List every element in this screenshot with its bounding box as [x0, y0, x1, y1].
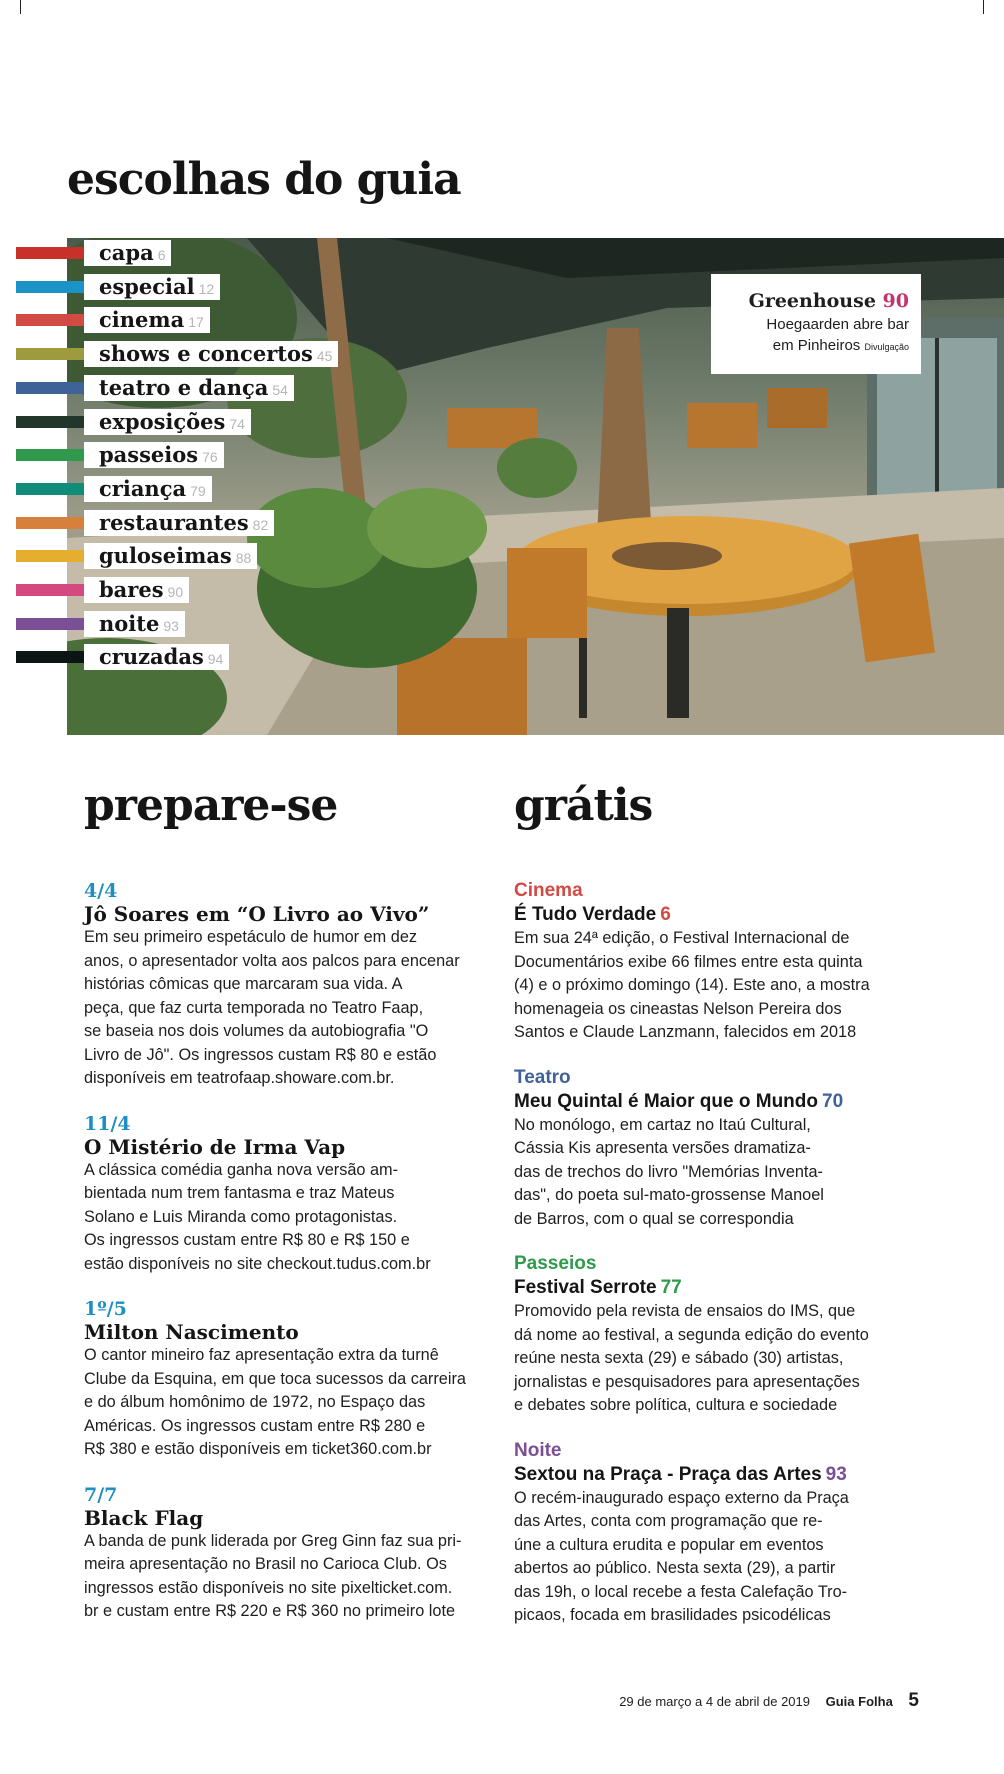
index-item-restaurantes[interactable]	[0, 508, 320, 538]
index-label-box	[84, 510, 274, 536]
index-label-box	[84, 375, 294, 401]
gratis-category: Teatro	[514, 1066, 571, 1088]
index-color-bar	[16, 281, 84, 293]
gratis-title-line	[514, 902, 924, 927]
footer-page-number: 5	[908, 1690, 919, 1711]
index-item-noite[interactable]	[0, 609, 320, 639]
index-page: 93	[163, 617, 179, 634]
gratis-title-line	[514, 1462, 924, 1487]
gratis-item-title: É Tudo Verdade	[514, 904, 657, 925]
index-label: cinema	[99, 307, 185, 333]
index-page: 45	[316, 348, 333, 365]
index-label-box	[84, 274, 220, 300]
index-label: especial	[99, 273, 195, 299]
prepare-title: prepare-se	[84, 780, 338, 831]
footer-brand: Guia Folha	[825, 1694, 893, 1709]
index-item-guloseimas[interactable]	[0, 541, 320, 571]
index-page: 54	[272, 381, 288, 398]
event-title: Black Flag	[84, 1505, 204, 1530]
caption-title: Greenhouse	[748, 290, 876, 312]
gratis-item	[514, 880, 924, 1045]
index-color-bar	[16, 483, 84, 495]
index-color-bar	[16, 416, 84, 428]
gratis-title-line	[514, 1275, 924, 1300]
index-label-box	[84, 307, 210, 333]
index-color-bar	[16, 584, 84, 596]
index-label: cruzadas	[99, 644, 204, 670]
index-page: 76	[202, 449, 218, 466]
crop-mark-left	[20, 0, 21, 14]
index-label-box	[84, 644, 229, 670]
index-label: teatro e dança	[99, 374, 269, 400]
gratis-title-line	[514, 1089, 924, 1114]
index-item-capa[interactable]	[0, 238, 320, 268]
index-label-box	[84, 240, 171, 266]
gratis-item-page: 70	[822, 1090, 844, 1112]
index-item-passeios[interactable]	[0, 440, 320, 470]
index-label: criança	[99, 475, 187, 501]
index-color-bar	[16, 618, 84, 630]
index-item-cruzadas[interactable]	[0, 642, 320, 672]
gratis-category: Noite	[514, 1439, 562, 1461]
caption-title-line	[723, 288, 909, 314]
index-color-bar	[16, 517, 84, 529]
gratis-item-title: Sextou na Praça - Praça das Artes	[514, 1463, 822, 1485]
event-title: Jô Soares em “O Livro ao Vivo”	[84, 902, 430, 926]
prepare-item	[84, 1298, 504, 1462]
index-page: 6	[157, 247, 166, 263]
index-color-bar	[16, 348, 84, 360]
gratis-category: Cinema	[514, 880, 583, 901]
event-date: 4/4	[84, 880, 118, 902]
gratis-item-title: Meu Quintal é Maior que o Mundo	[514, 1090, 818, 1112]
index-label: restaurantes	[99, 509, 249, 535]
index-color-bar	[16, 651, 84, 663]
index-label-box	[84, 577, 189, 603]
gratis-description: O recém-inaugurado espaço externo da Praça das Artes, conta com programação que re- úne a cultura erudita e popular em eventos abertos ao público. Nesta sexta (29), a partir das 19h, o local recebe a festa Calefação Tro- picaos, focada em brasilidades psicodélicas	[514, 1488, 849, 1624]
index-page: 12	[198, 280, 215, 297]
gratis-description: Em sua 24ª edição, o Festival Internacional de Documentários exibe 66 filmes entre esta quinta (4) e o próximo domingo (14). Este ano, a mostra homenageia os cineastas Nelson Pereira dos Santos e Claude Lanzmann, falecidos em 2018	[514, 929, 870, 1041]
page-footer	[619, 1690, 919, 1712]
gratis-item-title: Festival Serrote	[514, 1277, 657, 1298]
gratis-item	[514, 1253, 924, 1418]
event-date: 11/4	[84, 1112, 131, 1135]
index-color-bar	[16, 382, 84, 394]
gratis-item	[514, 1440, 924, 1628]
index-item-cinema[interactable]	[0, 305, 320, 335]
index-page: 82	[252, 516, 269, 533]
gratis-category: Passeios	[514, 1253, 597, 1274]
index-label-box	[84, 409, 251, 435]
caption-line-2: em Pinheiros	[772, 337, 861, 354]
index-item-especial[interactable]	[0, 272, 320, 302]
gratis-item	[514, 1067, 924, 1232]
caption-line-2-wrap	[723, 335, 909, 358]
caption-page: 90	[882, 290, 909, 312]
gratis-item-page: 77	[660, 1277, 682, 1298]
index-color-bar	[16, 550, 84, 562]
footer-dates: 29 de março a 4 de abril de 2019	[619, 1694, 810, 1709]
event-title: Milton Nascimento	[84, 1320, 299, 1344]
event-description: Em seu primeiro espetáculo de humor em dez anos, o apresentador volta aos palcos para encenar histórias cômicas que marcaram sua vida. A peça, que faz curta temporada no Teatro Faap, se baseia nos dois volumes da autobiografia "O Livro de Jô". Os ingressos custam R$ 80 e estão disponíveis em teatrofaap.showare.com.br.	[84, 928, 460, 1087]
index-label-box	[84, 611, 185, 637]
index-label-box	[84, 442, 224, 468]
event-date: 7/7	[84, 1483, 118, 1506]
index-label: shows e concertos	[99, 341, 313, 367]
index-item-teatro-e-dança[interactable]	[0, 373, 320, 403]
index-label: exposições	[99, 408, 226, 434]
index-page: 90	[167, 584, 184, 600]
photo-caption	[711, 274, 921, 374]
index-item-criança[interactable]	[0, 474, 320, 504]
index-color-bar	[16, 449, 84, 461]
photo-credit: Divulgação	[864, 342, 909, 352]
index-item-exposições[interactable]	[0, 407, 320, 437]
index-color-bar	[16, 247, 84, 259]
gratis-title: grátis	[514, 780, 653, 831]
prepare-column	[84, 880, 504, 1646]
index-page: 74	[229, 415, 245, 432]
index-label: bares	[99, 577, 164, 602]
prepare-item	[84, 880, 504, 1091]
gratis-column	[514, 880, 924, 1650]
prepare-item	[84, 1113, 504, 1277]
event-description: A clássica comédia ganha nova versão am- bientada num trem fantasma e traz Mateus Solano e Luis Miranda como protagonistas. Os ingressos custam entre R$ 80 e R$ 150 e estão disponíveis no site checkout.tudus.com.br	[84, 1160, 431, 1273]
page-title: escolhas do guia	[67, 154, 461, 205]
event-description: A banda de punk liderada por Greg Ginn faz sua pri- meira apresentação no Brasil no Carioca Club. Os ingressos estão disponíveis no site pixelticket.com. br e custam entre R$ 220 e R$ 360 no primeiro lote	[84, 1531, 462, 1620]
index-item-bares[interactable]	[0, 575, 320, 605]
index-label-box	[84, 543, 257, 569]
gratis-description: Promovido pela revista de ensaios do IMS, que dá nome ao festival, a segunda edição do evento reúne nesta sexta (29) e sábado (30) artistas, jornalistas e pesquisadores para apresentações e debates sobre política, cultura e sociedade	[514, 1302, 869, 1414]
index-page: 17	[188, 314, 204, 331]
caption-line-1: Hoegaarden abre bar	[766, 316, 909, 333]
index-label: guloseimas	[99, 543, 232, 569]
event-description: O cantor mineiro faz apresentação extra da turnê Clube da Esquina, em que toca sucessos da carreira e do álbum homônimo de 1972, no Espaço das Américas. Os ingressos custam entre R$ 280 e R$ 380 e estão disponíveis em ticket360.com.br	[84, 1346, 466, 1458]
gratis-description: No monólogo, em cartaz no Itaú Cultural, Cássia Kis apresenta versões dramatiza- das de trechos do livro "Memórias Inventa- das", do poeta sul-mato-grossense Manoel de Barros, com o qual se correspondia	[514, 1115, 824, 1228]
index-label: passeios	[99, 442, 199, 468]
index-item-shows-e-concertos[interactable]	[0, 339, 333, 369]
index-label: capa	[99, 240, 154, 265]
index-page: 94	[207, 651, 224, 668]
index-label-box	[84, 341, 338, 367]
event-date: 1º/5	[84, 1298, 127, 1320]
crop-mark-right	[983, 0, 984, 14]
index-page: 88	[235, 550, 252, 567]
gratis-item-page: 93	[825, 1463, 847, 1485]
event-title: O Mistério de Irma Vap	[84, 1134, 346, 1159]
index-color-bar	[16, 314, 84, 326]
gratis-item-page: 6	[660, 904, 671, 925]
index-label-box	[84, 476, 212, 502]
index-page: 79	[190, 482, 206, 499]
index-label: noite	[99, 610, 160, 636]
prepare-item	[84, 1484, 504, 1624]
